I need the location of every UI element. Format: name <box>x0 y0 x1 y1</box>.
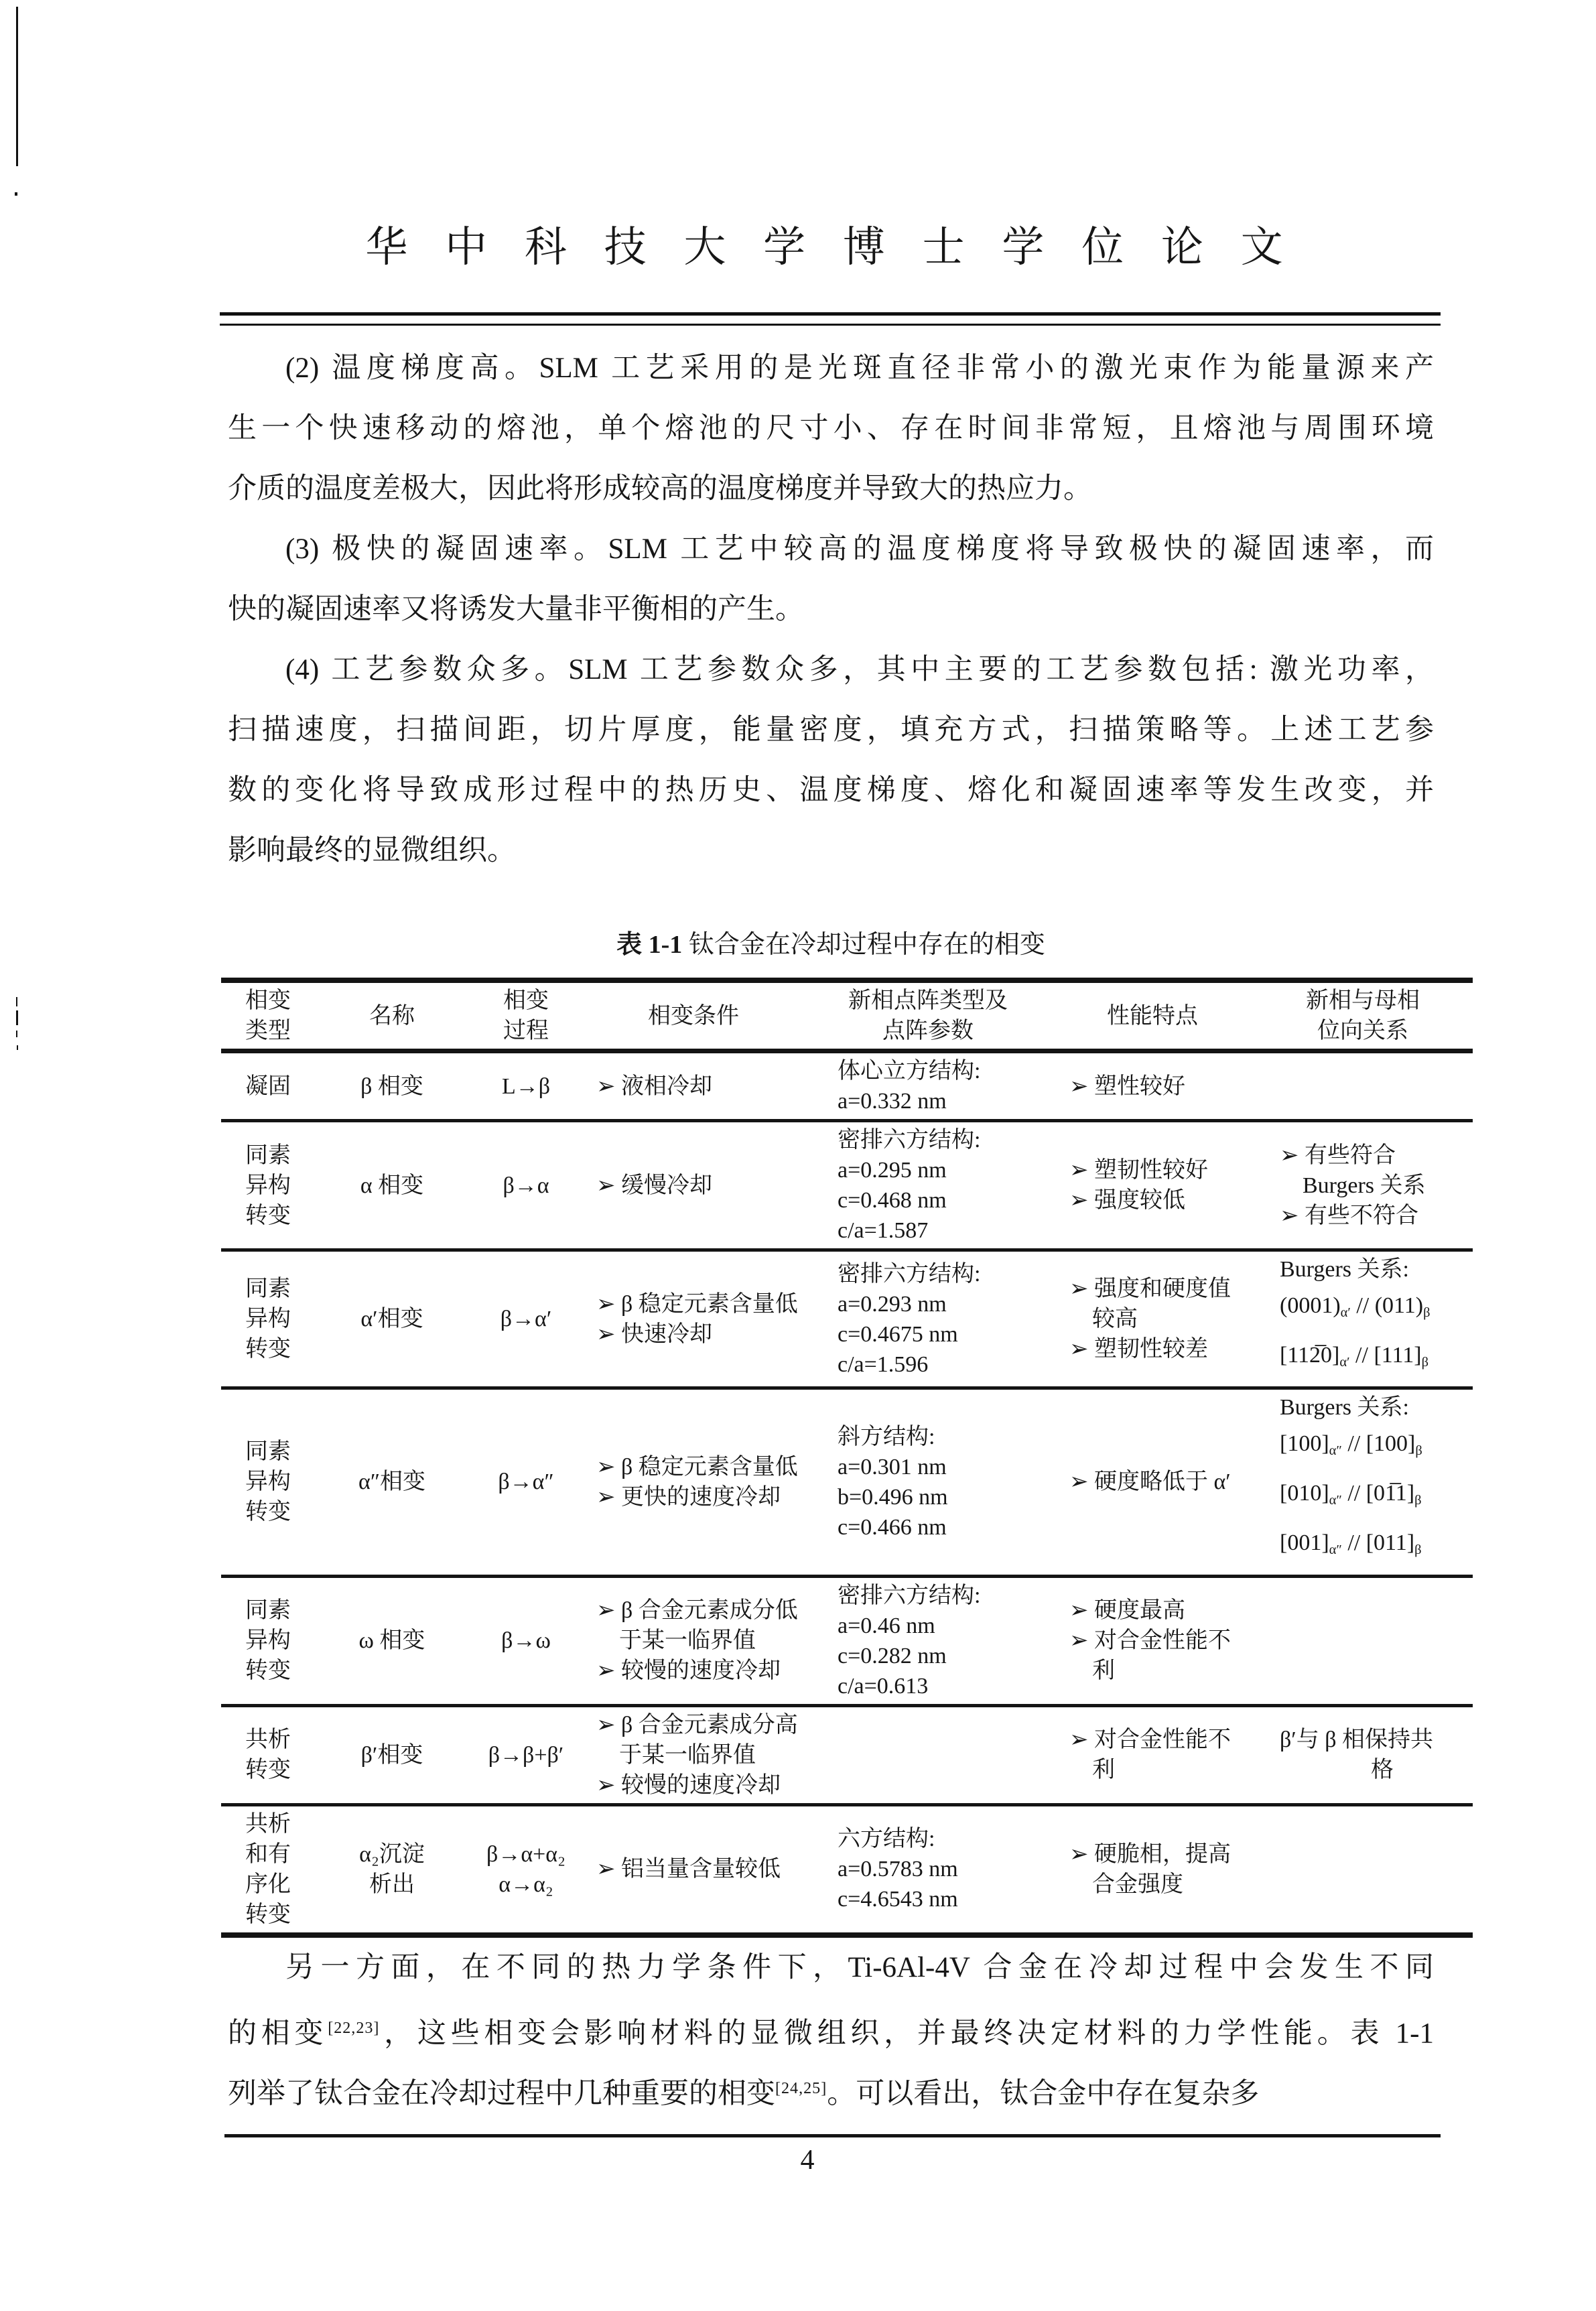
table-cell <box>221 1576 315 1705</box>
cell-line: c=4.6543 nm <box>838 1887 958 1912</box>
cell-line: ➢ β 合金元素成分高 <box>596 1712 798 1737</box>
table-cell <box>1052 1705 1253 1804</box>
closing-paragraphs <box>228 1938 1434 2119</box>
table-cell <box>469 1388 583 1576</box>
text-line: (4) 工艺参数众多。SLM 工艺参数众多，其中主要的工艺参数包括: 激光功率， <box>285 654 1434 685</box>
cell-line: α→α₂ <box>498 1871 553 1897</box>
cell-line: 密排六方结构: <box>838 1261 981 1286</box>
cell-line: 同素 <box>245 1142 291 1168</box>
table-cell <box>583 1051 804 1121</box>
table-row <box>221 1388 1473 1576</box>
text-line: 生一个快速移动的熔池，单个熔池的尺寸小、存在时间非常短，且熔池与周围环境 <box>228 413 1434 444</box>
cell-line: 相变 <box>503 988 549 1013</box>
scan-artifact-vline <box>16 7 18 166</box>
table-cell <box>583 1121 804 1250</box>
cell-line: a=0.5783 nm <box>838 1857 958 1882</box>
cell-line: 异构 <box>245 1173 291 1198</box>
cell-line: β→α <box>503 1173 549 1198</box>
table-cell <box>469 1804 583 1935</box>
table-cell <box>804 1051 1052 1121</box>
table-caption <box>228 928 1434 962</box>
table-header <box>221 980 1473 1051</box>
cell-line: 异构 <box>245 1628 291 1654</box>
table-row <box>221 1250 1473 1388</box>
cell-line: 和有 <box>245 1841 291 1867</box>
cell-line: 较高 <box>1069 1307 1138 1332</box>
cell-line: ➢ 更快的速度冷却 <box>596 1484 781 1510</box>
table-cell <box>583 1576 804 1705</box>
cell-line: ➢ β 稳定元素含量低 <box>596 1291 798 1317</box>
table-cell <box>583 1705 804 1804</box>
cell-line: ➢ 硬脆相，提高 <box>1069 1841 1231 1867</box>
table-cell <box>1052 1804 1253 1935</box>
table-cell <box>221 1051 315 1121</box>
table-row <box>221 1051 1473 1121</box>
cell-line: 过程 <box>503 1018 549 1043</box>
cell-line: 于某一临界值 <box>596 1742 756 1768</box>
table-cell <box>469 1705 583 1804</box>
cell-line: 格 <box>1280 1758 1394 1783</box>
cell-line: 利 <box>1069 1658 1115 1684</box>
text-column <box>228 338 1434 2119</box>
cell-line: α₂沉淀 <box>359 1841 425 1867</box>
footer-rule <box>224 2134 1441 2137</box>
table-cell <box>1253 1804 1473 1935</box>
page-number: 4 <box>800 2145 815 2176</box>
cell-line: 转变 <box>245 1337 291 1362</box>
table-cell <box>315 1051 469 1121</box>
cell-line: 合金强度 <box>1069 1871 1183 1897</box>
table-cell <box>469 1250 583 1388</box>
cell-line: ➢ 较慢的速度冷却 <box>596 1772 781 1798</box>
table-cell <box>583 1804 804 1935</box>
cell-line: 转变 <box>245 1500 291 1525</box>
thesis-header-title: 华 中 科 技 大 学 博 士 学 位 论 文 <box>365 224 1296 271</box>
cell-line: β→α″ <box>498 1469 554 1495</box>
cell-line: 新相与母相 <box>1306 988 1420 1013</box>
cell-line: 共析 <box>245 1811 291 1837</box>
table-caption-label: 表 1-1 <box>616 931 683 959</box>
cell-line: β′相变 <box>360 1742 423 1768</box>
cell-line: Burgers 关系: <box>1280 1257 1409 1282</box>
text-line: 影响最终的显微组织。 <box>228 835 516 866</box>
cell-line: Burgers 关系: <box>1280 1395 1409 1421</box>
cell-line: ➢ 有些不符合 <box>1280 1203 1418 1228</box>
cell-line: a=0.295 nm <box>838 1158 947 1183</box>
cell-line: ➢ 较慢的速度冷却 <box>596 1658 781 1684</box>
table-cell <box>1052 1250 1253 1388</box>
scan-artifact-dash <box>16 1010 18 1025</box>
text-line: 快的凝固速率又将诱发大量非平衡相的产生。 <box>228 594 804 625</box>
cell-line: β 相变 <box>360 1073 423 1099</box>
text-line: 数的变化将导致成形过程中的热历史、温度梯度、熔化和凝固速率等发生改变，并 <box>228 775 1434 806</box>
table-cell <box>1052 1388 1253 1576</box>
cell-line: ➢ 液相冷却 <box>596 1073 712 1099</box>
table-cell <box>1253 1388 1473 1576</box>
phase-transformation-table <box>221 978 1473 1938</box>
header-rule <box>220 312 1441 326</box>
table-caption-text: 钛合金在冷却过程中存在的相变 <box>682 931 1045 959</box>
cell-line: 共析 <box>245 1727 291 1753</box>
cell-line: $(0001)_{\alpha'} // (011)_\beta$ <box>1280 1293 1431 1321</box>
table-row <box>221 1705 1473 1804</box>
cell-line: c/a=0.613 <box>838 1673 929 1699</box>
cell-line: ➢ 铝当量含量较低 <box>596 1857 781 1882</box>
cell-line: 异构 <box>245 1469 291 1495</box>
cell-line: 凝固 <box>245 1073 291 1099</box>
scan-artifact-dash <box>16 1031 17 1037</box>
cell-line: ➢ 塑韧性较差 <box>1069 1337 1208 1362</box>
cell-line: ➢ 硬度最高 <box>1069 1598 1185 1624</box>
cell-line: ➢ β 合金元素成分低 <box>596 1598 798 1624</box>
table-cell <box>315 1250 469 1388</box>
cell-line: 同素 <box>245 1439 291 1465</box>
cell-line: ➢ 有些符合 <box>1280 1142 1396 1168</box>
table-cell <box>469 1576 583 1705</box>
cell-line: ➢ 快速冷却 <box>596 1321 712 1347</box>
cell-line: ➢ 塑韧性较好 <box>1069 1158 1208 1183</box>
cell-line: 转变 <box>245 1658 291 1684</box>
cell-line: 新相点阵类型及 <box>848 988 1008 1013</box>
text-line: (2) 温度梯度高。SLM 工艺采用的是光斑直径非常小的激光束作为能量源来产 <box>285 352 1434 384</box>
table-cell <box>315 1576 469 1705</box>
cell-line: 同素 <box>245 1276 291 1302</box>
table-row <box>221 1121 1473 1250</box>
cell-line: β→β+β′ <box>488 1742 564 1768</box>
cell-line: 转变 <box>245 1203 291 1228</box>
cell-line: c=0.4675 nm <box>838 1321 958 1347</box>
cell-line: 体心立方结构: <box>838 1059 981 1083</box>
cell-line: 名称 <box>369 1003 415 1029</box>
table-cell <box>1253 1121 1473 1250</box>
table-cell <box>1253 1051 1473 1121</box>
cell-line: a=0.293 nm <box>838 1291 947 1317</box>
cell-line: ➢ 对合金性能不 <box>1069 1727 1231 1753</box>
cell-line: α″相变 <box>358 1469 425 1495</box>
scan-artifact-dash <box>16 997 17 1006</box>
table-row <box>221 1804 1473 1935</box>
table-cell <box>804 1576 1052 1705</box>
cell-line: 密排六方结构: <box>838 1128 981 1152</box>
table-cell <box>583 1250 804 1388</box>
cell-line: ➢ 强度较低 <box>1069 1188 1185 1213</box>
header-cell <box>1052 980 1253 1051</box>
cell-line: 相变条件 <box>648 1003 739 1029</box>
paragraph <box>228 338 1434 519</box>
table-cell <box>1253 1576 1473 1705</box>
table-cell <box>1052 1576 1253 1705</box>
cell-line: 点阵参数 <box>882 1018 974 1043</box>
table-cell <box>804 1250 1052 1388</box>
cell-line: 析出 <box>369 1871 415 1897</box>
table-body <box>221 1051 1473 1935</box>
cell-line: c=0.466 nm <box>838 1514 947 1540</box>
cell-line: $[112̅0]_{\alpha'} // [111]_\beta$ <box>1280 1343 1428 1370</box>
cell-line: ➢ 硬度略低于 α′ <box>1069 1469 1231 1495</box>
text-line: 介质的温度差极大，因此将形成较高的温度梯度并导致大的热应力。 <box>228 473 1092 505</box>
table-cell <box>804 1121 1052 1250</box>
cell-line: 异构 <box>245 1307 291 1332</box>
cell-line: 六方结构: <box>838 1827 935 1852</box>
cell-line: c/a=1.587 <box>838 1218 929 1243</box>
table-cell <box>804 1388 1052 1576</box>
table-cell <box>1052 1121 1253 1250</box>
cell-line: ➢ 缓慢冷却 <box>596 1173 712 1198</box>
table-cell <box>315 1388 469 1576</box>
cell-line: L→β <box>501 1073 551 1099</box>
table-cell <box>804 1705 1052 1804</box>
cell-line: ➢ 对合金性能不 <box>1069 1628 1231 1654</box>
cell-line: 序化 <box>245 1871 291 1897</box>
cell-line: 利 <box>1069 1758 1115 1783</box>
table-cell <box>221 1121 315 1250</box>
text-line: (3) 极快的凝固速率。SLM 工艺中较高的温度梯度将导致极快的凝固速率，而 <box>285 533 1434 565</box>
table-cell <box>469 1121 583 1250</box>
table-cell <box>1052 1051 1253 1121</box>
body-paragraphs <box>228 338 1434 881</box>
cell-line: α′相变 <box>360 1307 423 1332</box>
cell-line: β→α′ <box>500 1307 552 1332</box>
cell-line: 密排六方结构: <box>838 1583 981 1608</box>
cell-line: 位向关系 <box>1317 1018 1408 1043</box>
cell-line: Burgers 关系 <box>1280 1173 1426 1198</box>
paragraph <box>228 519 1434 640</box>
table-cell <box>804 1804 1052 1935</box>
cell-line: 斜方结构: <box>838 1424 935 1449</box>
table-cell <box>469 1051 583 1121</box>
header-cell <box>583 980 804 1051</box>
cell-line: $[001]_{\alpha''} // [011]_\beta$ <box>1280 1530 1422 1558</box>
cell-line: $[100]_{\alpha''} // [100]_\beta$ <box>1280 1431 1422 1459</box>
table-cell <box>221 1705 315 1804</box>
table-cell <box>221 1388 315 1576</box>
cell-line: $[010]_{\alpha''}$ // $[01̅1]_\beta$ <box>1280 1481 1422 1508</box>
scan-artifact-dash <box>17 1045 18 1050</box>
cell-line: 类型 <box>245 1018 291 1043</box>
cell-line: ➢ 强度和硬度值 <box>1069 1276 1231 1302</box>
cell-line: β′与 β 相保持共 <box>1280 1727 1434 1753</box>
paragraph <box>228 1938 1434 2119</box>
table-cell <box>315 1121 469 1250</box>
cell-line: ➢ 塑性较好 <box>1069 1073 1185 1099</box>
table-cell <box>221 1250 315 1388</box>
cell-line: 转变 <box>245 1902 291 1927</box>
cell-line: a=0.301 nm <box>838 1454 947 1479</box>
scan-artifact-dot <box>15 192 17 196</box>
text-line: 扫描速度，扫描间距，切片厚度，能量密度，填充方式，扫描策略等。上述工艺参 <box>228 714 1434 746</box>
cell-line: 转变 <box>245 1758 291 1783</box>
table-cell <box>1253 1705 1473 1804</box>
cell-line: a=0.332 nm <box>838 1089 947 1114</box>
cell-line: ➢ β 稳定元素含量低 <box>596 1454 798 1479</box>
text-line: 的相变[22,23]，这些相变会影响材料的显微组织，并最终决定材料的力学性能。表 1-1 <box>228 2017 1434 2049</box>
table-cell <box>315 1705 469 1804</box>
cell-line: c=0.282 nm <box>838 1643 947 1668</box>
header-cell <box>804 980 1052 1051</box>
header-cell <box>1253 980 1473 1051</box>
cell-line: 相变 <box>245 988 291 1013</box>
cell-line: c=0.468 nm <box>838 1188 947 1213</box>
cell-line: 于某一临界值 <box>596 1628 756 1654</box>
cell-line: ω 相变 <box>358 1628 425 1654</box>
header-cell <box>315 980 469 1051</box>
table-cell <box>221 1804 315 1935</box>
paragraph <box>228 640 1434 881</box>
cell-line: c/a=1.596 <box>838 1351 929 1377</box>
cell-line: 性能特点 <box>1107 1003 1198 1029</box>
header-cell <box>469 980 583 1051</box>
table-cell <box>583 1388 804 1576</box>
text-line: 另一方面，在不同的热力学条件下，Ti-6Al-4V 合金在冷却过程中会发生不同 <box>285 1951 1434 1983</box>
table-cell <box>315 1804 469 1935</box>
cell-line: β→α+α₂ <box>486 1841 566 1867</box>
cell-line: a=0.46 nm <box>838 1613 935 1638</box>
header-row <box>221 980 1473 1051</box>
cell-line: β→ω <box>501 1628 551 1654</box>
cell-line: α 相变 <box>360 1173 424 1198</box>
cell-line: b=0.496 nm <box>838 1484 948 1510</box>
cell-line: 同素 <box>245 1598 291 1624</box>
text-line: 列举了钛合金在冷却过程中几种重要的相变[24,25]。可以看出，钛合金中存在复杂多 <box>228 2077 1260 2109</box>
header-cell <box>221 980 315 1051</box>
table-cell <box>1253 1250 1473 1388</box>
table-row <box>221 1576 1473 1705</box>
